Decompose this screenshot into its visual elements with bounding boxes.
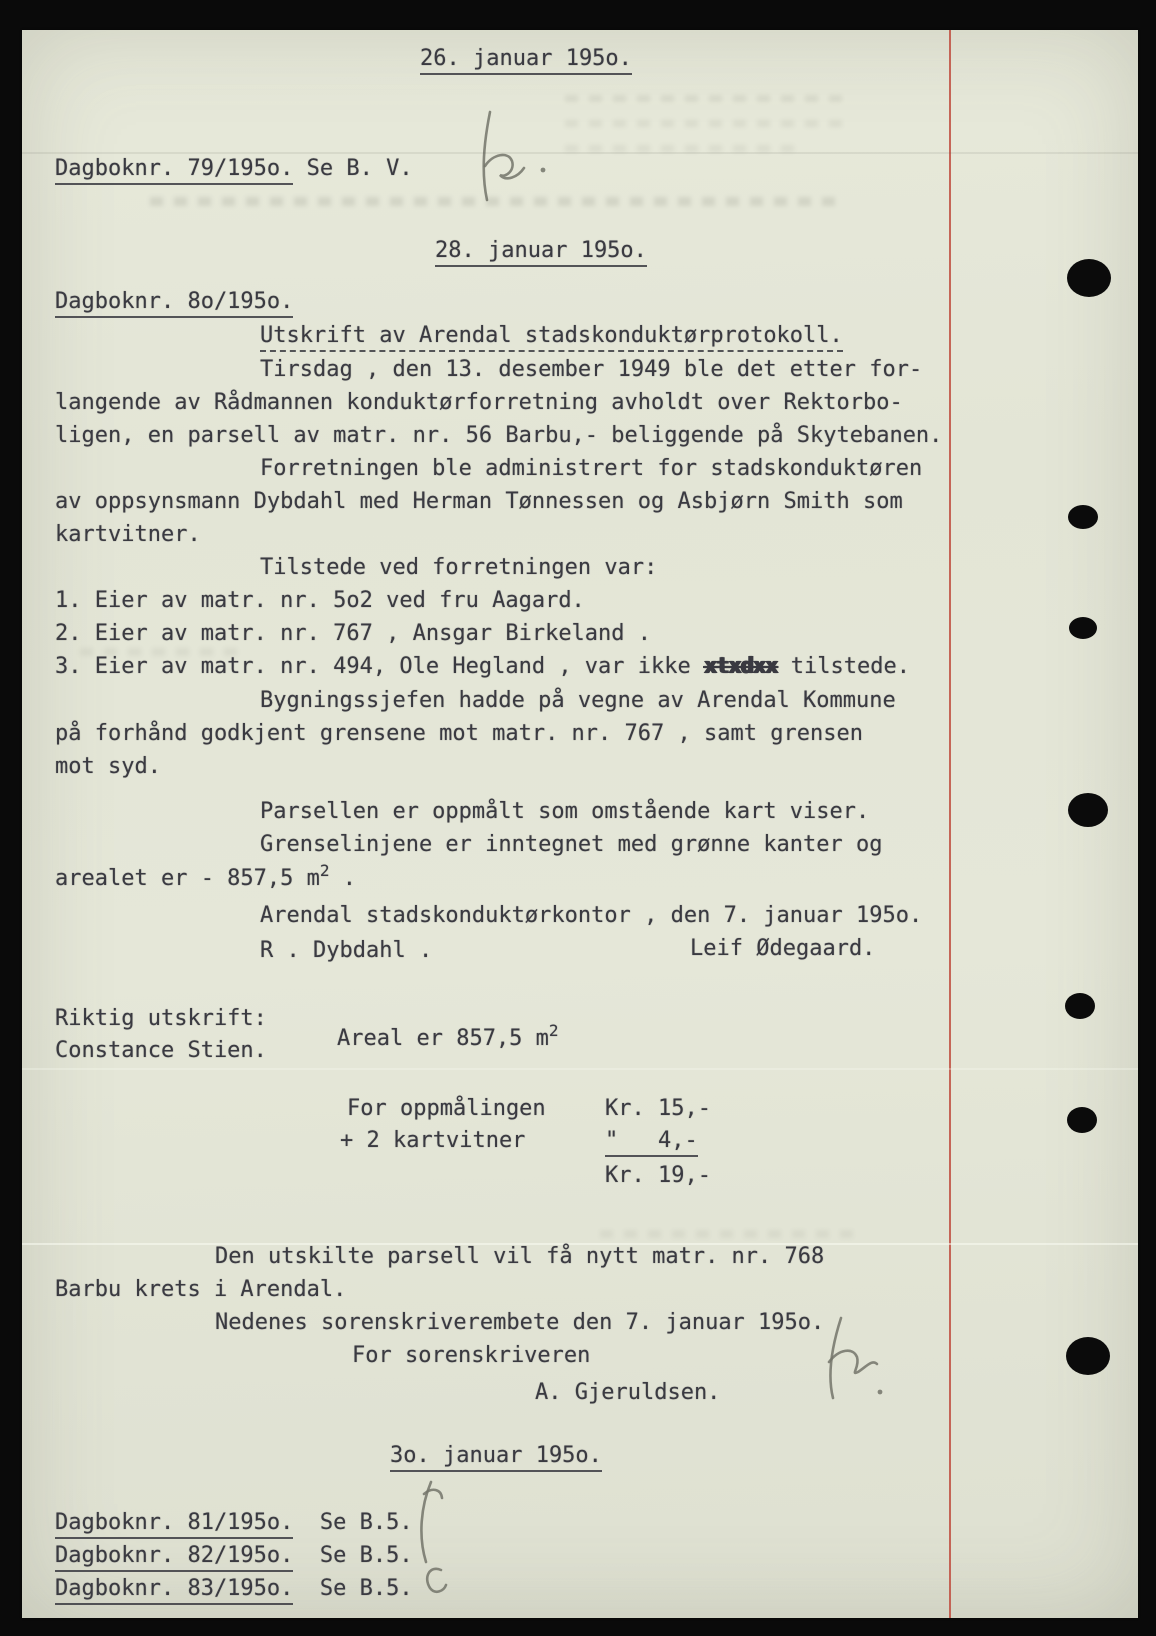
- punch-hole: [1065, 993, 1095, 1019]
- text-segment: Dagboknr. 82/195o.: [55, 1543, 293, 1572]
- text-segment: på forhånd godkjent grensene mot matr. nr. 767 , samt grensen: [55, 721, 863, 746]
- body-line: [260, 357, 922, 383]
- paper-crease: [22, 1068, 1138, 1070]
- text-segment: .: [329, 866, 357, 891]
- text-segment: 26. januar 195o.: [420, 46, 632, 75]
- list-item-1: [55, 588, 585, 614]
- body-line: [55, 489, 903, 515]
- body-line: [55, 721, 863, 747]
- body-line: [260, 456, 922, 482]
- punch-hole: [1068, 793, 1108, 827]
- struck-out-word: xtxdxx: [704, 654, 778, 679]
- text-segment: Forretningen ble administrert for stadskonduktøren: [260, 456, 923, 481]
- text-segment: kartvitner.: [55, 522, 201, 547]
- certification-label: [55, 1006, 267, 1032]
- text-segment: Se B. V.: [293, 156, 413, 181]
- fee-amount-kartvitner: [605, 1128, 698, 1157]
- text-segment: 3. Eier av matr. nr. 494, Ole Hegland , var ikke: [55, 654, 705, 679]
- text-segment: " 4,-: [605, 1128, 698, 1157]
- bleedthrough-smudge: [565, 145, 805, 152]
- text-segment: + 2 kartvitner: [340, 1128, 526, 1153]
- body-line: [55, 754, 161, 780]
- text-segment: Barbu krets i Arendal.: [55, 1277, 347, 1302]
- entry-dagboknr-79: [55, 156, 413, 185]
- text-segment: Arendal stadskonduktørkontor , den 7. januar 195o.: [260, 903, 923, 928]
- certification-name: [55, 1038, 267, 1064]
- date-heading-30-januar: [390, 1443, 602, 1472]
- body-line: [260, 832, 883, 858]
- text-segment: Tirsdag , den 13. desember 1949 ble det etter for-: [260, 357, 923, 382]
- text-segment: 2: [319, 861, 330, 880]
- text-segment: langende av Rådmannen konduktørforretning avholdt over Rektorbo-: [55, 390, 903, 415]
- date-heading-28-januar: [435, 238, 647, 267]
- bleedthrough-smudge: [565, 95, 850, 102]
- body-line: [215, 1244, 824, 1270]
- body-line: [260, 903, 922, 929]
- text-segment: Leif Ødegaard.: [690, 936, 876, 961]
- body-line: [55, 390, 903, 416]
- text-segment: A. Gjeruldsen.: [535, 1380, 721, 1405]
- entry-dagboknr-80: [55, 289, 293, 318]
- text-segment: For oppmålingen: [347, 1096, 546, 1121]
- body-line: [260, 555, 657, 581]
- date-heading-26-januar: [420, 46, 632, 75]
- text-segment: Se B.5.: [293, 1510, 413, 1535]
- punch-hole: [1066, 1337, 1110, 1375]
- text-segment: tilstede.: [777, 654, 910, 679]
- body-line: [55, 522, 201, 548]
- bleedthrough-smudge: [600, 1230, 860, 1238]
- text-segment: Grenselinjene er inntegnet med grønne kanter og: [260, 832, 883, 857]
- text-segment: For sorenskriveren: [352, 1343, 591, 1368]
- text-segment: av oppsynsmann Dybdahl med Herman Tønnessen og Asbjørn Smith som: [55, 489, 903, 514]
- fee-total: [605, 1163, 711, 1189]
- body-line: [352, 1343, 590, 1369]
- text-segment: 2: [548, 1021, 559, 1040]
- text-segment: Dagboknr. 83/195o.: [55, 1576, 293, 1605]
- signature-gjeruldsen: [535, 1380, 720, 1406]
- entry-dagboknr-83: [55, 1576, 413, 1605]
- text-segment: Nedenes sorenskriverembete den 7. januar 195o.: [215, 1310, 825, 1335]
- text-segment: Utskrift av Arendal stadskonduktørprotokoll.: [260, 323, 843, 352]
- text-segment: R . Dybdahl .: [260, 938, 433, 963]
- margin-rule-line: [949, 30, 951, 1618]
- text-segment: Bygningssjefen hadde på vegne av Arendal Kommune: [260, 688, 896, 713]
- punch-hole: [1069, 617, 1097, 639]
- text-segment: Areal er 857,5 m: [337, 1026, 549, 1051]
- text-segment: 1. Eier av matr. nr. 5o2 ved fru Aagard.: [55, 588, 585, 613]
- text-segment: 3o. januar 195o.: [390, 1443, 602, 1472]
- text-segment: Constance Stien.: [55, 1038, 267, 1063]
- fee-amount-oppmaling: [605, 1096, 711, 1122]
- paper-crease: [22, 152, 1138, 154]
- text-segment: Parsellen er oppmålt som omstående kart viser.: [260, 799, 870, 824]
- punch-hole: [1067, 259, 1111, 297]
- text-segment: 2. Eier av matr. nr. 767 , Ansgar Birkeland .: [55, 621, 652, 646]
- text-segment: Dagboknr. 81/195o.: [55, 1510, 293, 1539]
- text-segment: mot syd.: [55, 754, 161, 779]
- body-line: [55, 1277, 346, 1303]
- heading-utskrift: [260, 323, 843, 352]
- entry-dagboknr-82: [55, 1543, 413, 1572]
- text-segment: Se B.5.: [293, 1576, 413, 1601]
- body-line: [55, 423, 942, 449]
- list-item-3: [55, 654, 910, 680]
- entry-dagboknr-81: [55, 1510, 413, 1539]
- signature-dybdahl: [260, 938, 432, 964]
- text-segment: Dagboknr. 79/195o.: [55, 156, 293, 185]
- fee-label-kartvitner: [340, 1128, 525, 1154]
- text-segment: Kr. 19,-: [605, 1163, 711, 1188]
- signature-odegaard: [690, 936, 875, 962]
- text-segment: Riktig utskrift:: [55, 1006, 267, 1031]
- body-line: [260, 688, 896, 714]
- area-note: [337, 1021, 559, 1053]
- text-segment: ligen, en parsell av matr. nr. 56 Barbu,- beliggende på Skytebanen.: [55, 423, 943, 448]
- punch-hole: [1067, 1107, 1097, 1133]
- text-segment: Se B.5.: [293, 1543, 413, 1568]
- bleedthrough-smudge: [150, 197, 840, 206]
- text-segment: Dagboknr. 8o/195o.: [55, 289, 293, 318]
- punch-hole: [1068, 505, 1098, 529]
- text-segment: 28. januar 195o.: [435, 238, 647, 267]
- list-item-2: [55, 621, 651, 647]
- body-line: [260, 799, 869, 825]
- body-line: [215, 1310, 824, 1336]
- text-segment: Den utskilte parsell vil få nytt matr. nr. 768: [215, 1244, 825, 1269]
- text-segment: arealet er - 857,5 m: [55, 866, 320, 891]
- fee-label-oppmaling: [347, 1096, 546, 1122]
- text-segment: Kr. 15,-: [605, 1096, 711, 1121]
- text-segment: Tilstede ved forretningen var:: [260, 555, 658, 580]
- bleedthrough-smudge: [565, 120, 850, 127]
- body-line: [55, 861, 357, 893]
